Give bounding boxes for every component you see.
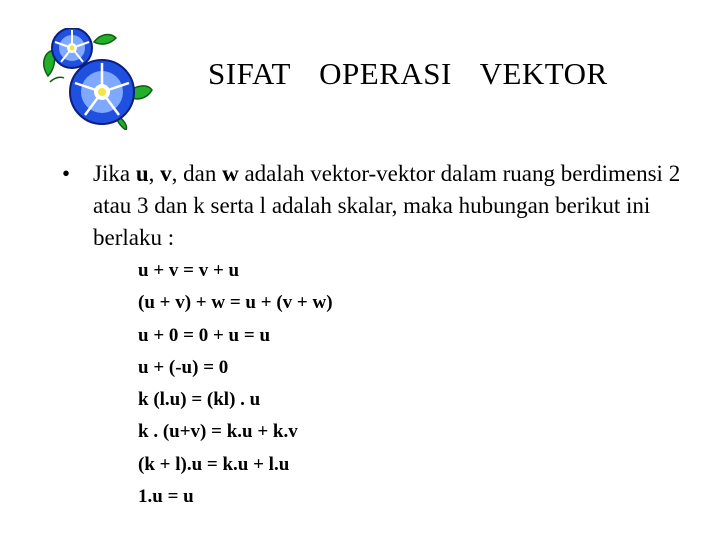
bullet-text-part: Jika [93, 161, 136, 186]
formula-line: k (l.u) = (kl) . u [138, 389, 261, 411]
bullet-text-part: adalah vektor-vektor dalam ruang berdimensi 2 atau 3 dan k serta l adalah skalar, maka hubungan berikut ini berlaku : [93, 161, 681, 250]
formula-list [138, 258, 333, 516]
formula-line: (u + v) + w = u + (v + w) [138, 292, 333, 314]
title-word-1: SIFAT [208, 56, 291, 91]
formula-line: k . (u+v) = k.u + k.v [138, 421, 298, 443]
vector-u-label: u [135, 161, 149, 186]
bullet-text [93, 158, 682, 254]
title-word-2: OPERASI [319, 56, 452, 91]
formula-line: u + v = v + u [138, 260, 240, 281]
bullet-item [62, 158, 682, 254]
formula-line: u + 0 = 0 + u = u [138, 324, 271, 346]
formula-line: 1.u = u [138, 486, 194, 508]
bullet-text-part: , dan [171, 161, 223, 186]
vector-w-label: w [222, 161, 239, 186]
bullet-text-part: , [148, 161, 161, 186]
formula-line: (k + l).u = k.u + l.u [138, 453, 290, 475]
morning-glory-flower-icon [40, 28, 170, 130]
page-title [208, 56, 608, 92]
title-word-3: VEKTOR [479, 56, 608, 91]
formula-line: u + (-u) = 0 [138, 356, 229, 378]
vector-v-label: v [160, 161, 172, 186]
bullet-marker: • [62, 161, 71, 186]
